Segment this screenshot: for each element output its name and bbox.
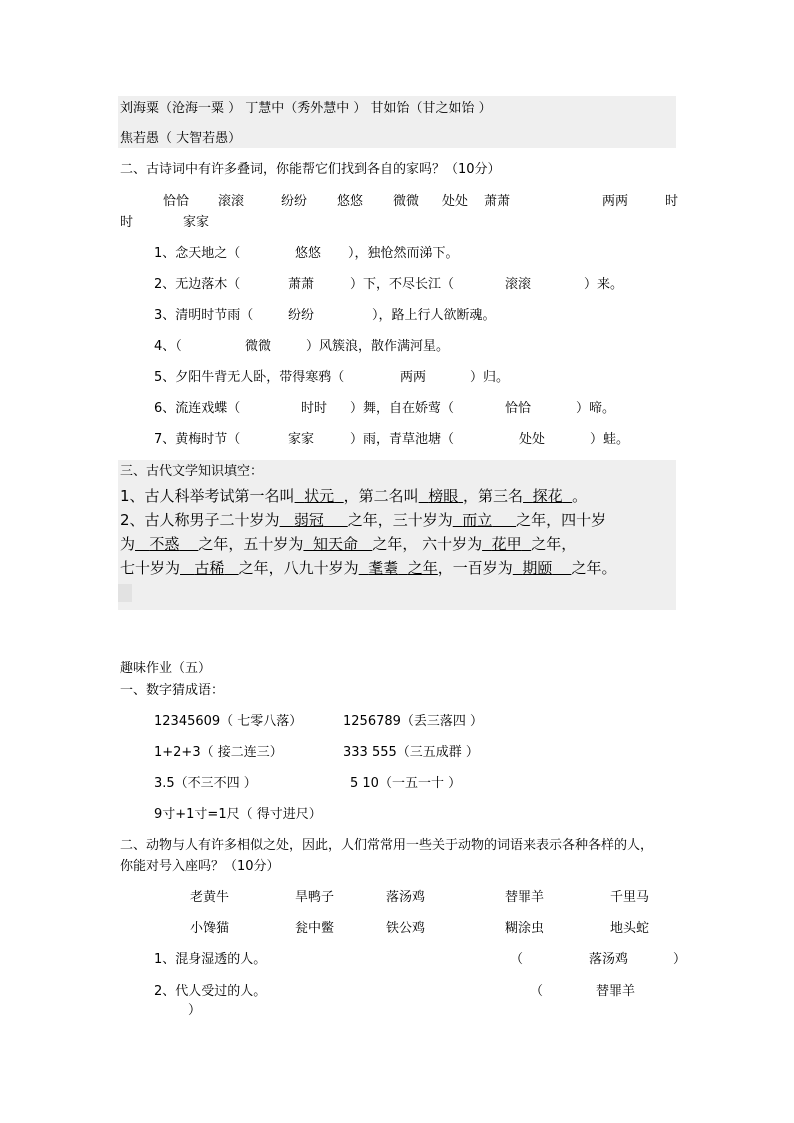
animal-5: 千里马 xyxy=(610,890,650,905)
animal-3: 落汤鸡 xyxy=(386,890,426,905)
q6-answer-2: 恰恰 xyxy=(505,401,532,416)
animal-q1: 1、混身湿透的人。 xyxy=(154,952,267,967)
q7-pre: 7、黄梅时节（ xyxy=(154,432,241,447)
q3-pre: 3、清明时节雨（ xyxy=(154,308,254,323)
word-10: 时 xyxy=(120,215,134,230)
s3-blank-3: 探花 xyxy=(532,487,563,505)
q1-answer: 悠悠 xyxy=(295,246,322,261)
s3-line-4: 七十岁为 古稀 之年，八九十岁为 耄耋 之年，一百岁为 期颐 之年。 xyxy=(120,559,617,577)
word-5: 微微 xyxy=(393,194,420,209)
idiom-1: 12345609（ 七零八落） xyxy=(154,714,303,729)
part-2-heading-1: 二、动物与人有许多相似之处，因此，人们常常用一些关于动物的词语来表示各种各样的人， xyxy=(120,838,654,853)
s3-blank-10: 耄耋 之年 xyxy=(368,559,438,577)
s3-blank-4: 弱冠 xyxy=(293,511,324,529)
part-2-heading-2: 你能对号入座吗？（10分） xyxy=(120,859,280,874)
s3-line-2: 2、古人称男子二十岁为 弱冠 之年，三十岁为 而立 之年，四十岁 xyxy=(120,511,607,529)
word-1: 恰恰 xyxy=(163,194,190,209)
idiom-4: 333 555（三五成群 ） xyxy=(343,745,479,760)
q2-post: ）来。 xyxy=(584,277,624,292)
q7-post: ）蛙。 xyxy=(590,432,630,447)
animal-7: 瓮中鳖 xyxy=(295,921,335,936)
animal-8: 铁公鸡 xyxy=(386,921,426,936)
q6-pre: 6、流连戏蝶（ xyxy=(154,401,241,416)
animal-q1-open: （ xyxy=(510,952,524,967)
q4-post: ）风簇浪，散作满河星。 xyxy=(306,339,450,354)
animal-q2-close: ） xyxy=(188,1003,202,1018)
animal-q1-answer: 落汤鸡 xyxy=(589,952,629,967)
animal-q2: 2、代人受过的人。 xyxy=(154,984,267,999)
s3-blank-6: 不惑 xyxy=(149,535,180,553)
section-2-heading: 二、古诗词中有许多叠词，你能帮它们找到各自的家吗？（10分） xyxy=(120,162,501,177)
q2-mid: ）下，不尽长江（ xyxy=(350,277,455,292)
word-8: 两两 xyxy=(602,194,629,209)
word-4: 悠悠 xyxy=(337,194,364,209)
worksheet-title: 趣味作业（五） xyxy=(120,661,212,676)
q5-pre: 5、夕阳牛背无人卧，带得寒鸦（ xyxy=(154,370,345,385)
s3-blank-9: 古稀 xyxy=(194,559,225,577)
s3-line-1: 1、古人科举考试第一名叫 状元 ，第二名叫 榜眼 ，第三名 探花 。 xyxy=(120,487,588,505)
idiom-7: 9寸+1寸=1尺（ 得寸进尺） xyxy=(154,807,322,822)
q6-mid: ）舞，自在娇莺（ xyxy=(350,401,455,416)
q7-mid: ）雨，青草池塘（ xyxy=(350,432,455,447)
s3-blank-11: 期颐 xyxy=(522,559,553,577)
q7-answer-2: 处处 xyxy=(519,432,546,447)
q2-pre: 2、无边落木（ xyxy=(154,277,241,292)
q7-answer: 家家 xyxy=(288,432,315,447)
word-11: 家家 xyxy=(183,215,210,230)
q2-answer: 萧萧 xyxy=(288,277,315,292)
q4-answer: 微微 xyxy=(245,339,272,354)
q6-answer: 时时 xyxy=(301,401,328,416)
idiom-5: 3.5（不三不四 ） xyxy=(154,776,257,791)
q2-answer-2: 滚滚 xyxy=(505,277,532,292)
idiom-6: 5 10（一五一十 ） xyxy=(350,776,462,791)
section-3-marker xyxy=(118,584,132,602)
animal-q1-close: ） xyxy=(673,952,687,967)
q6-post: ）啼。 xyxy=(576,401,616,416)
section-3-heading: 三、古代文学知识填空： xyxy=(120,464,264,479)
animal-q2-open: （ xyxy=(530,984,544,999)
word-7: 萧萧 xyxy=(484,194,511,209)
word-6: 处处 xyxy=(442,194,469,209)
q5-answer: 两两 xyxy=(400,370,427,385)
word-3: 纷纷 xyxy=(281,194,308,209)
s3-blank-8: 花甲 xyxy=(491,535,522,553)
top-line-1: 刘海粟（沧海一粟 ） 丁慧中（秀外慧中 ） 甘如饴（甘之如饴 ） xyxy=(120,101,492,116)
s3-line-3: 为 不惑 之年，五十岁为 知天命 之年， 六十岁为 花甲 之年， xyxy=(120,535,577,553)
part-1-heading: 一、数字猜成语： xyxy=(120,683,225,698)
q1-post: ），独怆然而涕下。 xyxy=(348,246,459,261)
q3-answer: 纷纷 xyxy=(288,308,315,323)
q4-pre: 4、（ xyxy=(154,339,182,354)
animal-1: 老黄牛 xyxy=(190,890,230,905)
s3-blank-5: 而立 xyxy=(462,511,493,529)
s3-blank-1: 状元 xyxy=(304,487,335,505)
s3-blank-7: 知天命 xyxy=(312,535,358,553)
animal-2: 旱鸭子 xyxy=(295,890,335,905)
idiom-3: 1+2+3（ 接二连三） xyxy=(154,745,283,760)
word-9: 时 xyxy=(665,194,679,209)
q3-post: ），路上行人欲断魂。 xyxy=(372,308,496,323)
word-2: 滚滚 xyxy=(218,194,245,209)
animal-9: 糊涂虫 xyxy=(505,921,545,936)
top-line-2: 焦若愚（ 大智若愚） xyxy=(120,131,242,146)
idiom-2: 1256789（丢三落四 ） xyxy=(343,714,484,729)
s3-blank-2: 榜眼 xyxy=(428,487,459,505)
q1-pre: 1、念天地之（ xyxy=(154,246,241,261)
animal-10: 地头蛇 xyxy=(610,921,650,936)
animal-4: 替罪羊 xyxy=(505,890,545,905)
animal-6: 小馋猫 xyxy=(190,921,230,936)
q5-post: ）归。 xyxy=(470,370,510,385)
animal-q2-answer: 替罪羊 xyxy=(596,984,636,999)
